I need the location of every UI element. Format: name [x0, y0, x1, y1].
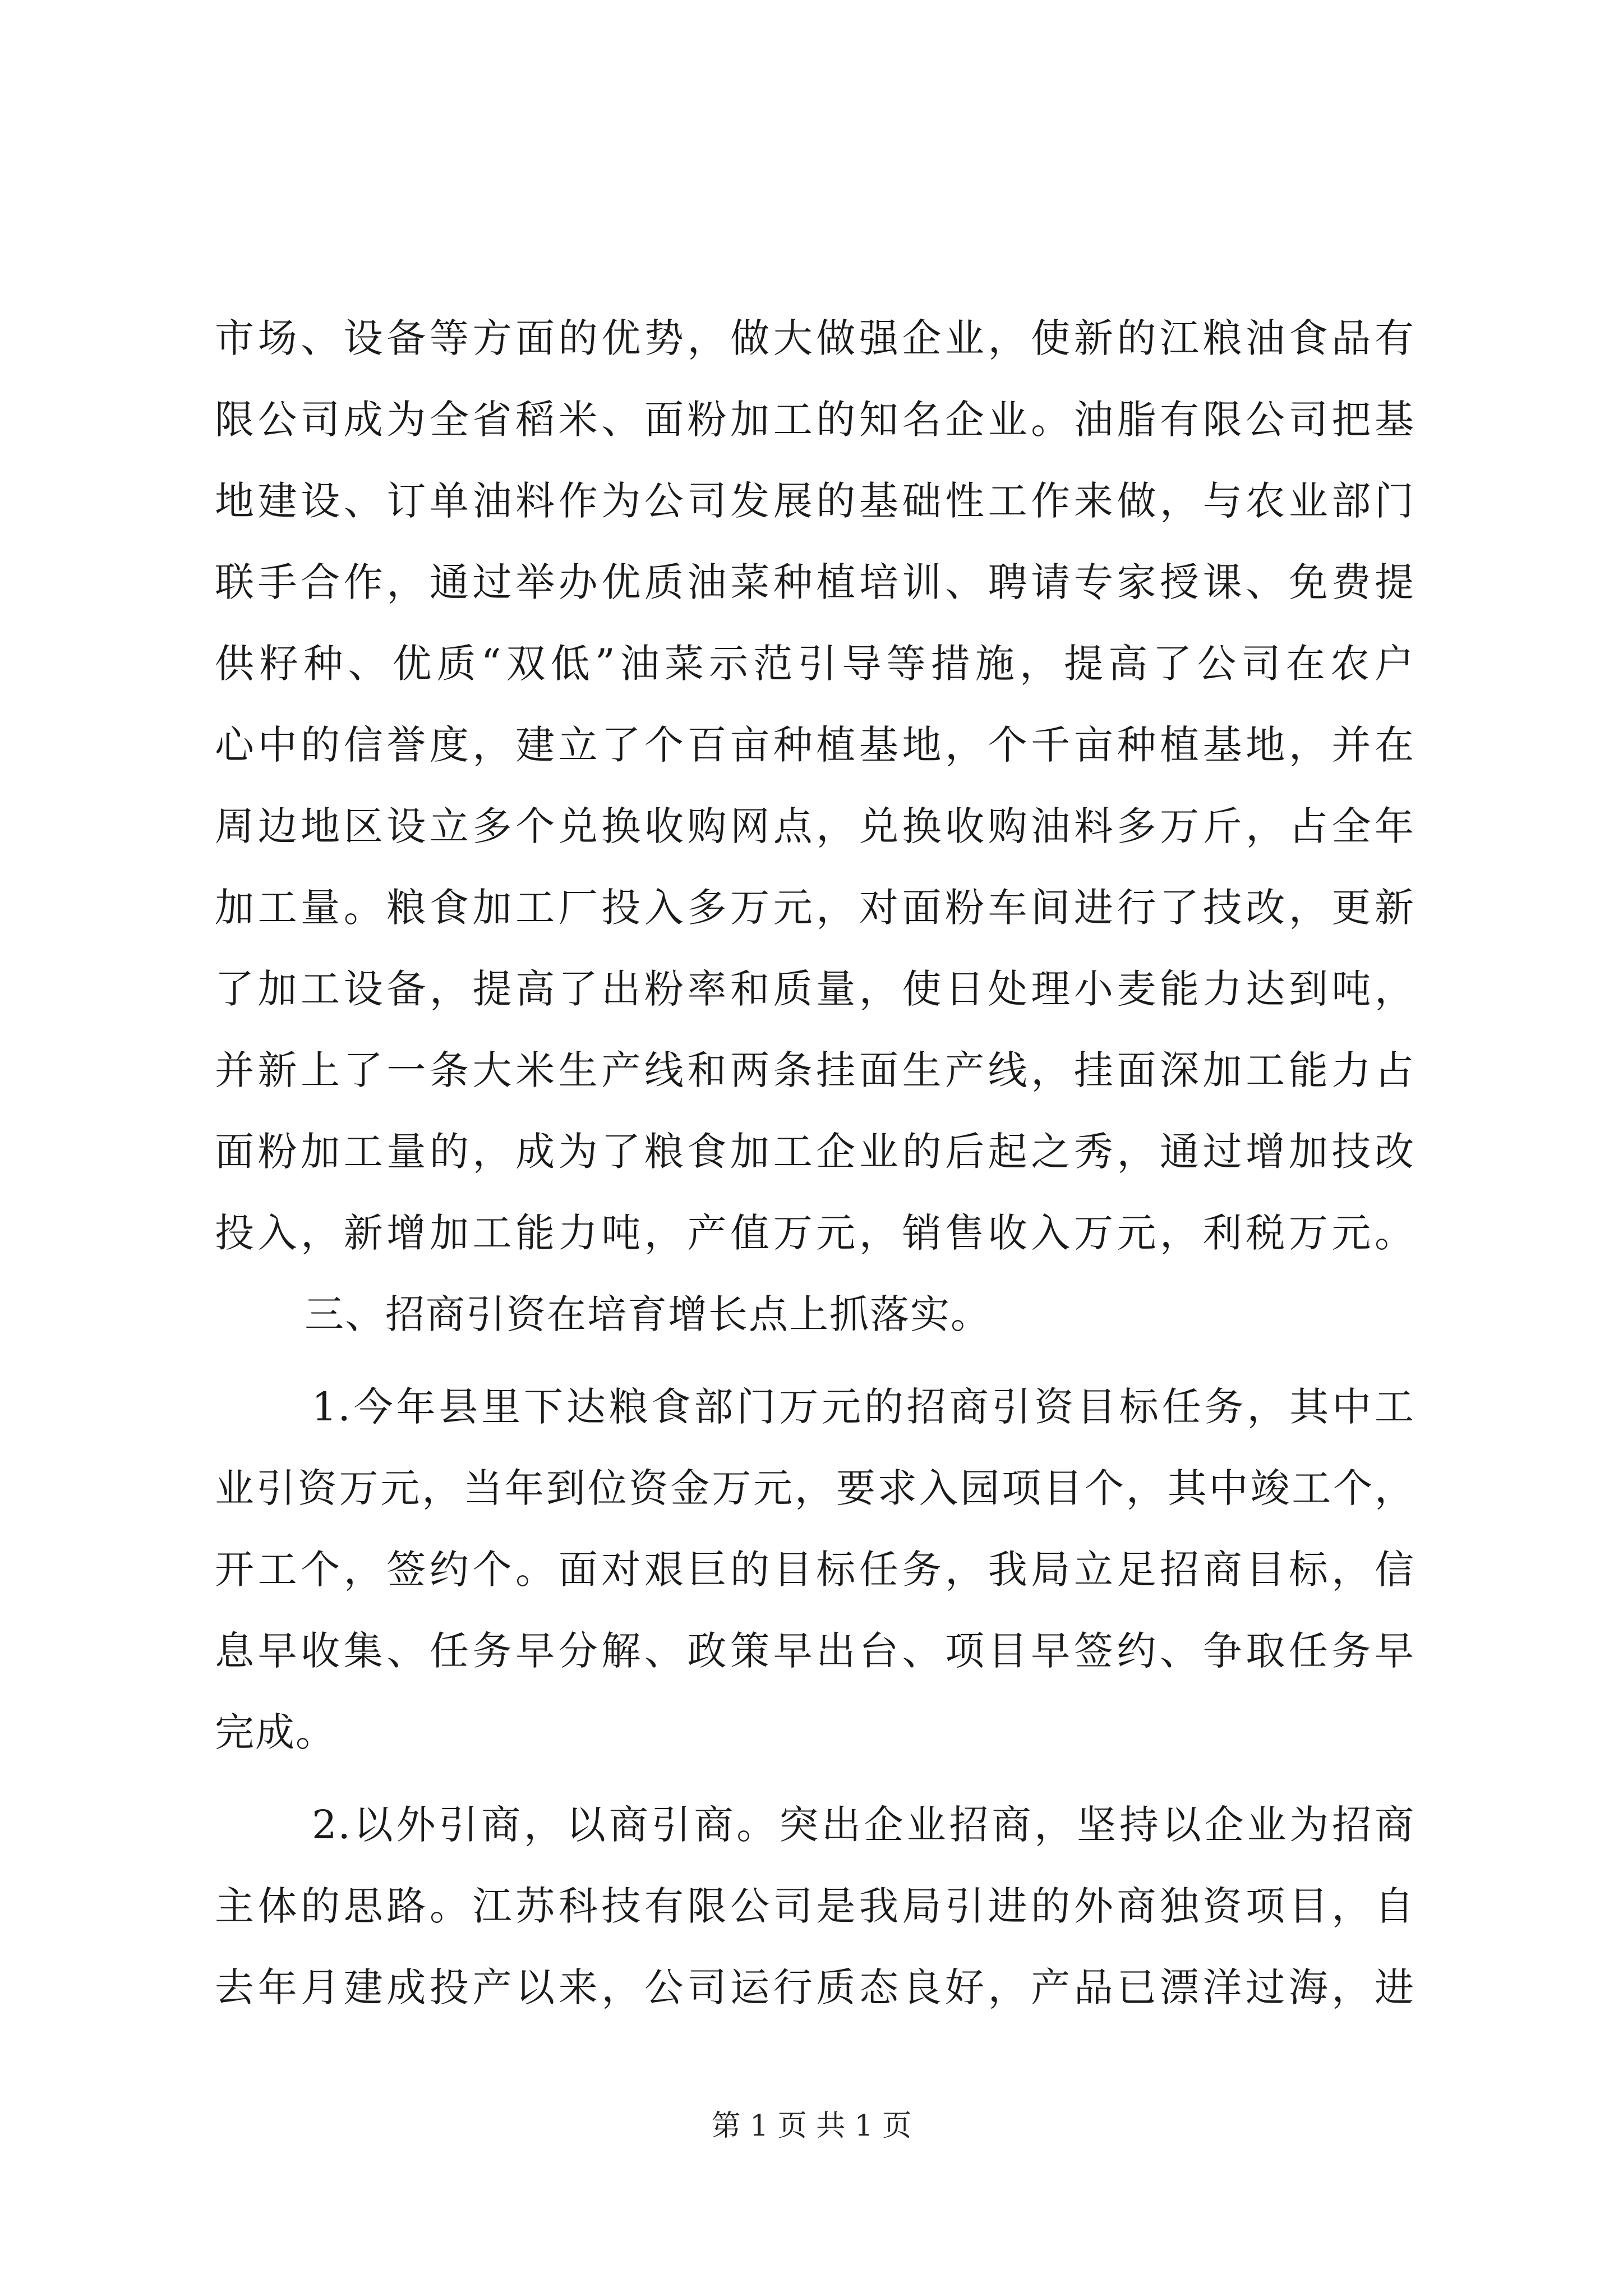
- body-text-line: 供籽种、优质“双低”油菜示范引导等措施，提高了公司在农户: [215, 641, 1415, 687]
- body-text-line: 投入，新增加工能力吨，产值万元，销售收入万元，利税万元。: [215, 1210, 1415, 1256]
- body-text-line: 业引资万元，当年到位资金万元，要求入园项目个，其中竣工个，: [215, 1465, 1415, 1511]
- section-heading: 三、招商引资在培育增长点上抓落实。: [305, 1291, 991, 1337]
- paragraph-first-line: 1.今年县里下达粮食部门万元的招商引资目标任务，其中工: [312, 1384, 1415, 1430]
- body-text-line: 地建设、订单油料作为公司发展的基础性工作来做，与农业部门: [215, 478, 1415, 524]
- body-text-line: 加工量。粮食加工厂投入多万元，对面粉车间进行了技改，更新: [215, 885, 1415, 931]
- body-text-line: 主体的思路。江苏科技有限公司是我局引进的外商独资项目，自: [215, 1883, 1415, 1929]
- body-text-line: 并新上了一条大米生产线和两条挂面生产线，挂面深加工能力占: [215, 1047, 1415, 1093]
- body-text-line: 联手合作，通过举办优质油菜种植培训、聘请专家授课、免费提: [215, 559, 1415, 605]
- body-text-line: 限公司成为全省稻米、面粉加工的知名企业。油脂有限公司把基: [215, 397, 1415, 443]
- body-text-line: 完成。: [215, 1709, 336, 1755]
- body-text-line: 去年月建成投产以来，公司运行质态良好，产品已漂洋过海，进: [215, 1964, 1415, 2010]
- body-text-line: 面粉加工量的，成为了粮食加工企业的后起之秀，通过增加技改: [215, 1129, 1415, 1175]
- body-text-line: 开工个，签约个。面对艰巨的目标任务，我局立足招商目标，信: [215, 1547, 1415, 1593]
- body-text-line: 了加工设备，提高了出粉率和质量，使日处理小麦能力达到吨，: [215, 966, 1415, 1012]
- body-text-line: 心中的信誉度，建立了个百亩种植基地，个千亩种植基地，并在: [215, 722, 1415, 768]
- body-text-line: 息早收集、任务早分解、政策早出台、项目早签约、争取任务早: [215, 1628, 1415, 1674]
- paragraph-first-line: 2.以外引商，以商引商。突出企业招商，坚持以企业为招商: [312, 1802, 1415, 1848]
- body-text-line: 周边地区设立多个兑换收购网点，兑换收购油料多万斤，占全年: [215, 803, 1415, 849]
- page-footer: 第 1 页 共 1 页: [711, 2109, 912, 2143]
- body-text-line: 市场、设备等方面的优势，做大做强企业，使新的江粮油食品有: [215, 315, 1415, 361]
